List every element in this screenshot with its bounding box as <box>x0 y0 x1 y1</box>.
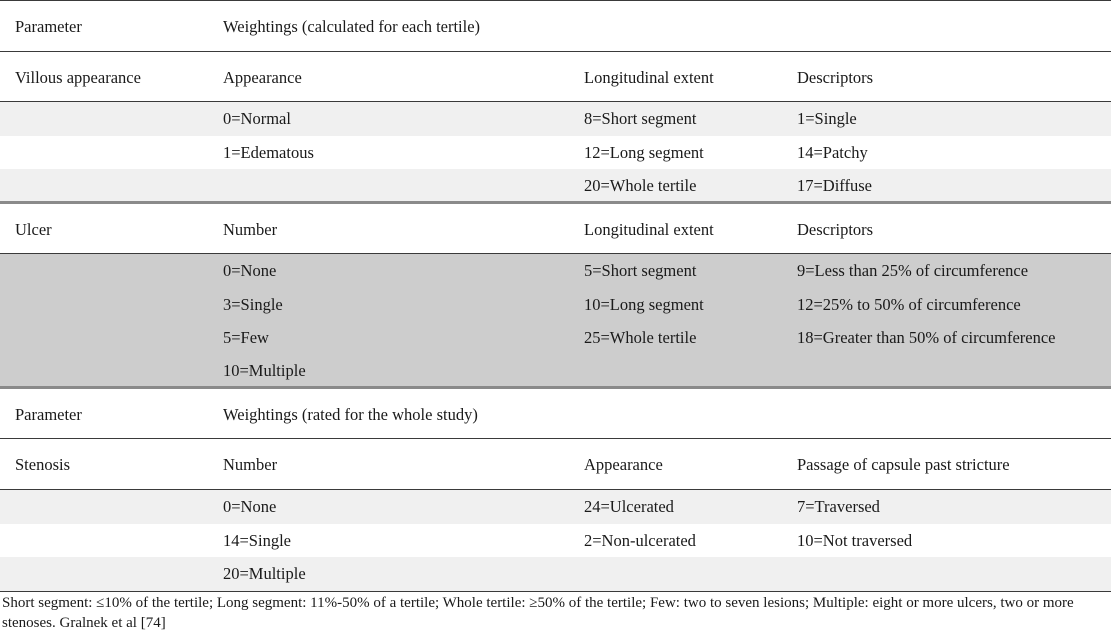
header-parameter: Parameter <box>15 17 82 36</box>
table-row <box>0 490 1111 524</box>
table-row <box>0 169 1111 203</box>
table-footnote: Short segment: ≤10% of the tertile; Long segment: 11%-50% of a tertile; Whole tertile: ≥50% of the tertile; Few: two to seven lesions; Multiple: eight or more ulcers, two or more stenoses. Gralnek et al [74] <box>2 595 1074 631</box>
stenosis-param-label: Stenosis <box>15 455 71 474</box>
villous-param-label: Villous appearance <box>15 68 141 87</box>
table-row <box>0 254 1111 288</box>
cell: 18=Greater than 50% of circumference <box>797 327 1056 347</box>
cell: 12=25% to 50% of circumference <box>797 294 1021 314</box>
stenosis-label-row <box>0 439 1111 488</box>
cell: 2=Non-ulcerated <box>584 530 696 550</box>
header-parameter: Parameter <box>15 405 82 424</box>
cell: 17=Diffuse <box>797 176 872 195</box>
cell: 10=Multiple <box>223 361 306 380</box>
table-row <box>0 288 1111 322</box>
stenosis-number-header: Number <box>223 455 278 474</box>
villous-label-row <box>0 52 1111 101</box>
section-header-tertile <box>0 1 1111 50</box>
table-row <box>0 557 1111 591</box>
villous-extent-header: Longitudinal extent <box>584 68 714 87</box>
stenosis-appearance-header: Appearance <box>584 455 663 474</box>
cell: 20=Whole tertile <box>584 176 697 195</box>
section-header-whole-study <box>0 389 1111 438</box>
cell: 0=None <box>223 497 277 516</box>
ulcer-label-row <box>0 204 1111 253</box>
ulcer-descriptors-header: Descriptors <box>797 220 874 239</box>
header-weightings: Weightings (calculated for each tertile) <box>223 17 481 36</box>
ulcer-extent-header: Longitudinal extent <box>584 220 714 239</box>
cell: 20=Multiple <box>223 564 306 583</box>
cell: 1=Edematous <box>223 142 314 162</box>
table-row <box>0 102 1111 136</box>
cell: 10=Not traversed <box>797 530 913 550</box>
table-row <box>0 354 1111 388</box>
cell: 0=Normal <box>223 109 291 128</box>
stenosis-passage-header: Passage of capsule past stricture <box>797 455 1010 474</box>
cell: 24=Ulcerated <box>584 497 674 516</box>
table-row <box>0 136 1111 170</box>
table-row <box>0 321 1111 355</box>
header-weightings: Weightings (rated for the whole study) <box>223 405 478 424</box>
cell: 25=Whole tertile <box>584 327 697 347</box>
table-row <box>0 524 1111 558</box>
villous-appearance-header: Appearance <box>223 68 302 87</box>
cell: 7=Traversed <box>797 497 880 516</box>
villous-descriptors-header: Descriptors <box>797 68 874 87</box>
cell: 14=Single <box>223 530 291 550</box>
ulcer-number-header: Number <box>223 220 278 239</box>
ulcer-param-label: Ulcer <box>15 220 52 239</box>
bottom-rule <box>0 591 1111 592</box>
cell: 12=Long segment <box>584 142 704 162</box>
cell: 9=Less than 25% of circumference <box>797 261 1029 280</box>
cell: 8=Short segment <box>584 109 697 128</box>
cell: 3=Single <box>223 294 283 314</box>
cell: 10=Long segment <box>584 294 704 314</box>
cell: 14=Patchy <box>797 142 868 162</box>
cell: 1=Single <box>797 109 857 128</box>
cell: 5=Few <box>223 327 269 347</box>
cell: 0=None <box>223 261 277 280</box>
cell: 5=Short segment <box>584 261 697 280</box>
